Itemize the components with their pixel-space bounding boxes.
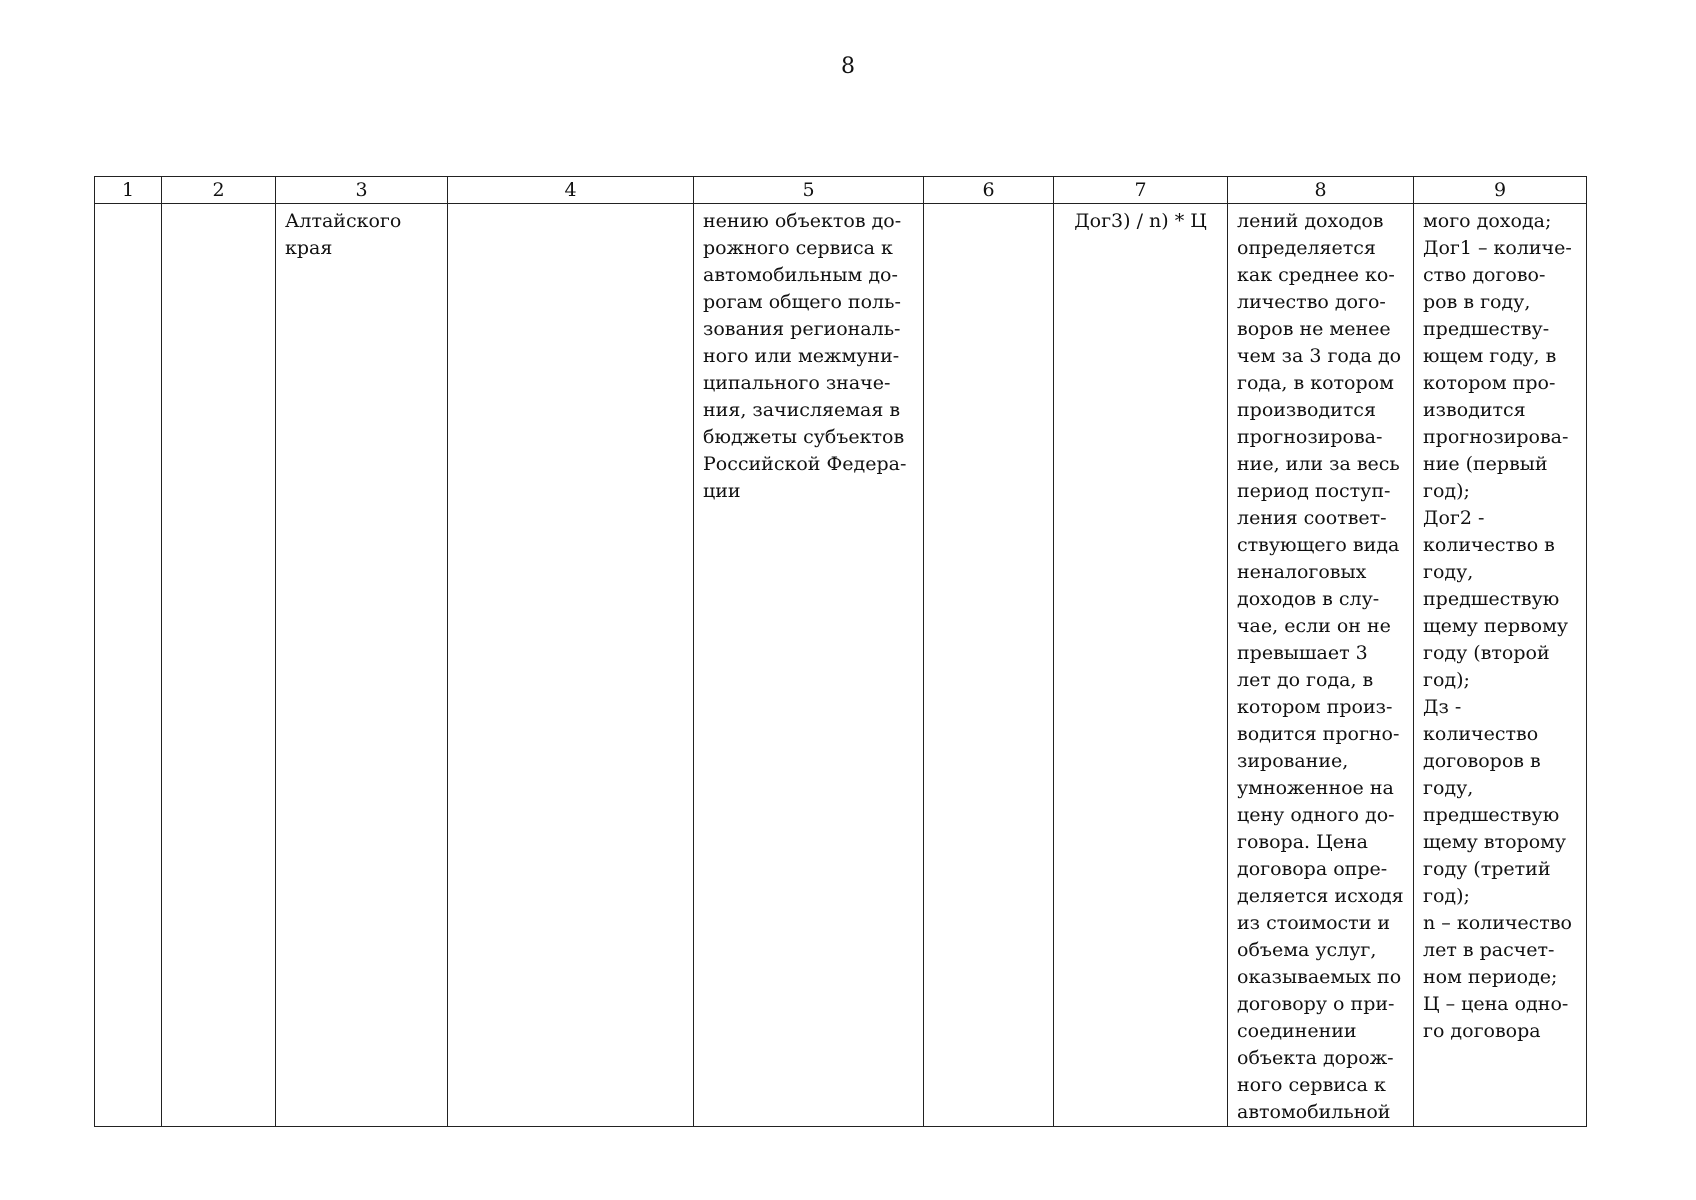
cell-col-5: [694, 204, 924, 1127]
column-header-6: 6: [924, 177, 1054, 204]
page-number: 8: [841, 54, 855, 79]
column-header-5: 5: [694, 177, 924, 204]
cell-col-3: [276, 204, 448, 1127]
column-header-9: 9: [1414, 177, 1587, 204]
cell-col-9: [1414, 204, 1587, 1127]
cell-text-col-5: нению объектов до- рожного сервиса к автомобильным до- рогам общего поль- зования региональ- ного или межмуни- ципального значе- ния, зачисляемая в бюджеты субъектов Российской Федера- ции: [703, 210, 907, 502]
cell-col-7: [1054, 204, 1228, 1127]
cell-text-col-9: мого дохода; Дог1 – количе- ство догово- ров в году, предшеству- ющем году, в котором про- изводится прогнозирова- ние (первый год); Дог2 - количество в году, предшествую щему первому году (второй год); Дз - количество договоров в году, предшествую щему второму году (третий год); n – количество лет в расчет- ном периоде; Ц – цена одно- го договора: [1423, 210, 1572, 1042]
cell-col-1: [95, 204, 162, 1127]
column-header-3: 3: [276, 177, 448, 204]
column-header-1: 1: [95, 177, 162, 204]
cell-text-col-3: Алтайского края: [285, 210, 402, 259]
cell-text-col-1: [95, 204, 161, 208]
header-row: [95, 177, 1587, 204]
column-header-4: 4: [448, 177, 694, 204]
cell-col-2: [162, 204, 276, 1127]
cell-text-col-6: [924, 204, 1053, 208]
cell-text-col-2: [162, 204, 275, 208]
cell-text-col-7: Дог3) / n) * Ц: [1074, 210, 1207, 232]
cell-text-col-8: лений доходов определяется как среднее ко- личество дого- воров не менее чем за 3 года до года, в котором производится прогнозирова- ние, или за весь период поступ- ления соответ- ствующего вида неналоговых доходов в слу- чае, если он не превышает 3 лет до года, в котором произ- водится прогно- зирование, умноженное на цену одного до- говора. Цена договора опре- деляется исходя из стоимости и объема услуг, оказываемых по договору о при- соединении объекта дорож- ного сервиса к автомобильной: [1237, 210, 1404, 1123]
table-row: [95, 204, 1587, 1127]
cell-col-4: [448, 204, 694, 1127]
cell-col-8: [1228, 204, 1414, 1127]
column-header-8: 8: [1228, 177, 1414, 204]
column-header-7: 7: [1054, 177, 1228, 204]
cell-text-col-4: [448, 204, 693, 208]
column-header-2: 2: [162, 177, 276, 204]
cell-col-6: [924, 204, 1054, 1127]
revenue-forecast-table: [94, 176, 1587, 1127]
